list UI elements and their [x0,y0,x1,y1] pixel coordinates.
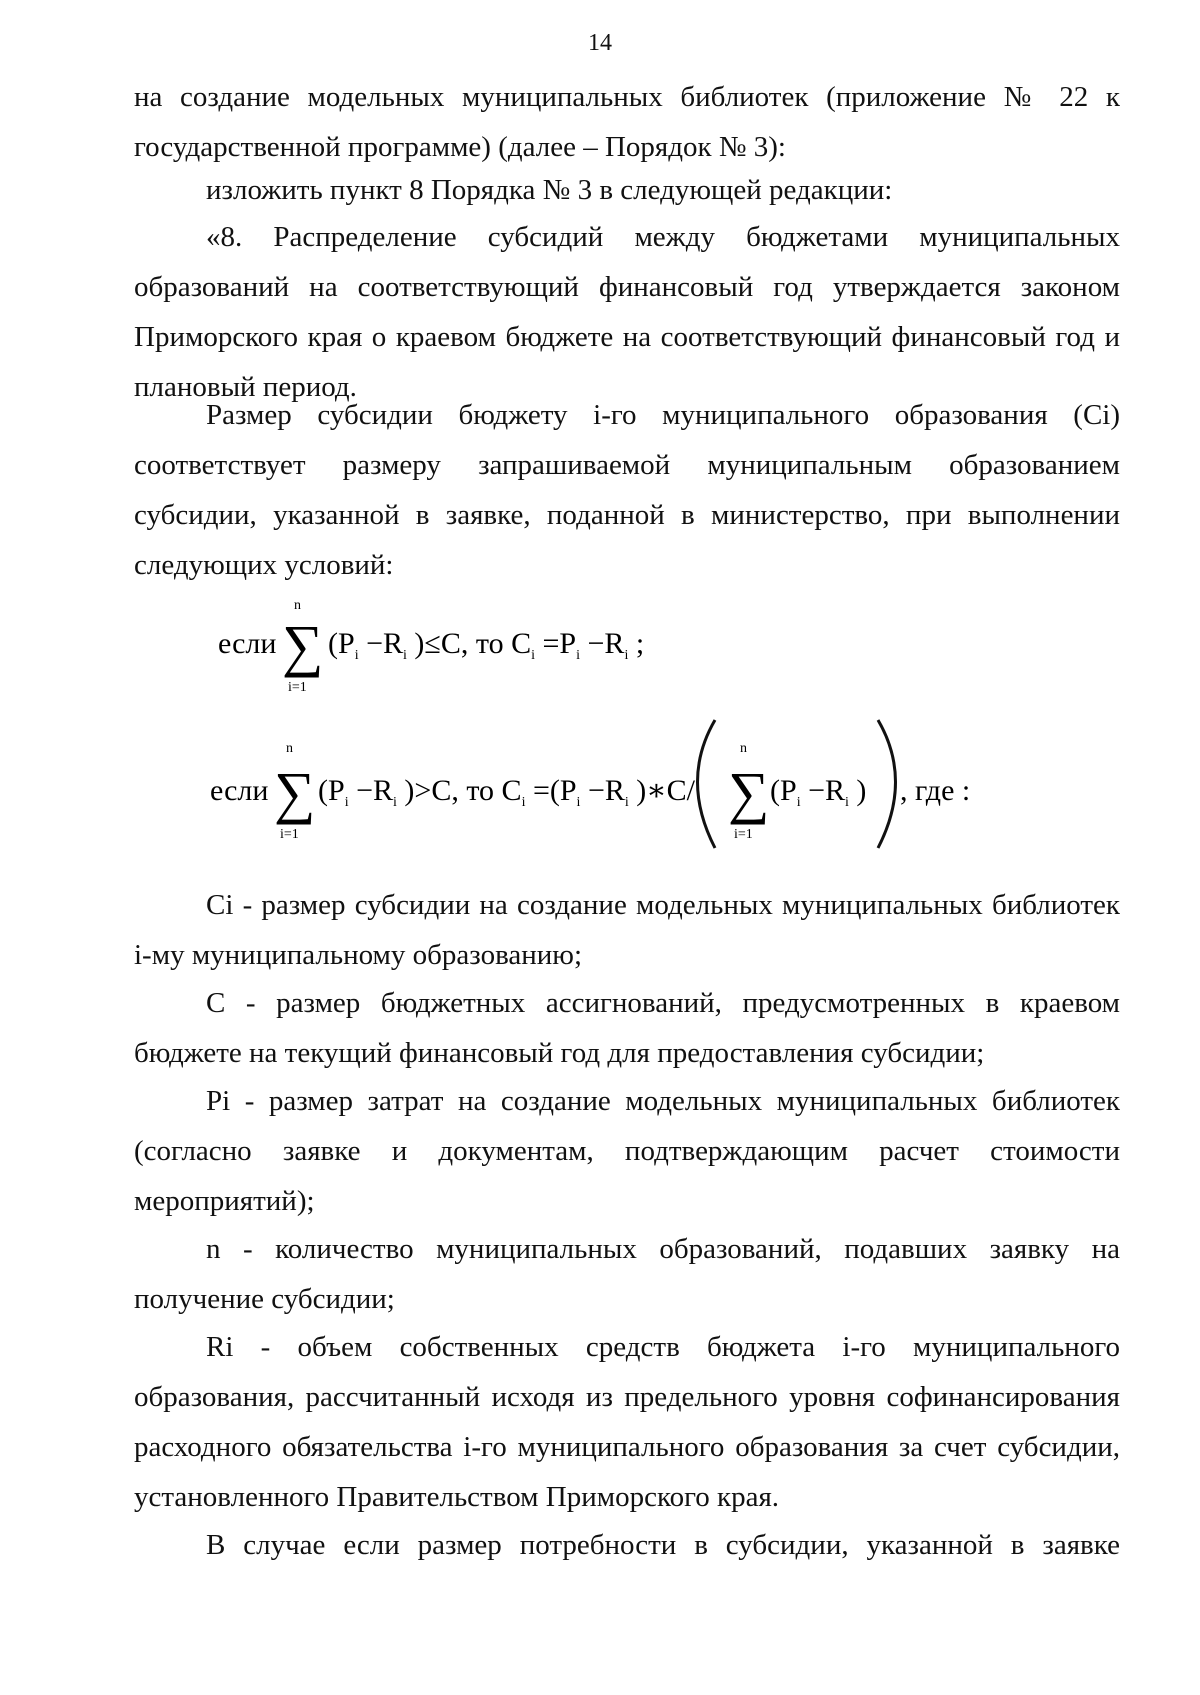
paragraph-continuation: В случае если размер потребности в субсидии, указанной в заявке [206,1529,1120,1561]
formula-2-sigma: ∑ [274,760,316,825]
formula-1-lower: i=1 [288,680,307,695]
formula-condition-2 [210,700,1030,860]
formula-1-sigma: ∑ [282,613,324,678]
paragraph-intro: на создание модельных муниципальных библиотек (приложение № 22 к государственной программе) (далее – Порядок № 3): [134,81,1120,163]
formula-2-svg [210,700,1030,860]
formula-1-esli: если [218,627,277,660]
formula-2-right-paren [878,720,896,848]
formula-2-inner-sigma: ∑ [728,760,770,825]
formula-1-svg [210,585,730,695]
formula-2-inner-upper: n [740,741,747,756]
formula-2-esli: если [210,774,269,807]
page-number: 14 [588,30,612,56]
paragraph-subsidy-size: Размер субсидии бюджету i-го муниципального образования (Ci) соответствует размеру запрашиваемой муниципальным образованием субсидии, указанной в заявке, поданной в министерство, при выполнении следующих условий: [134,399,1120,581]
formula-2-gde: , где : [900,774,971,807]
definition-ci: Ci - размер субсидии на создание модельных муниципальных библиотек i-му муниципальному образованию; [134,889,1120,971]
definition-c: С - размер бюджетных ассигнований, предусмотренных в краевом бюджете на текущий финансовый год для предоставления субсидии; [134,987,1120,1069]
definition-n: n - количество муниципальных образований, подавших заявку на получение субсидии; [134,1233,1120,1315]
formula-condition-1 [210,585,730,695]
paragraph-point-8: «8. Распределение субсидий между бюджетами муниципальных образований на соответствующий финансовый год утверждается законом Приморского края о краевом бюджете на соответствующий финансовый год и плановый период. [134,221,1120,403]
formula-2-left-paren [698,720,716,848]
formula-2-inner-lower: i=1 [734,827,753,842]
formula-2-upper: n [286,741,293,756]
definition-ri: Ri - объем собственных средств бюджета i-го муниципального образования, рассчитанный исходя из предельного уровня софинансирования расходного обязательства i-го муниципального образования за счет субсидии, установленного Правительством Приморского края. [134,1331,1120,1513]
formula-2-text-inner: ($P_i -R_i$ ) [770,774,867,810]
formula-1-text: ($P_i -R_i$ )≤C, то $C_i =P_i -R_i$ ; [328,627,645,663]
formula-2-lower: i=1 [280,827,299,842]
paragraph-instruction: изложить пункт 8 Порядка № 3 в следующей редакции: [206,174,893,206]
formula-1-upper: n [294,598,301,613]
formula-2-text-left: ($P_i -R_i$ )>C, то $C_i =(P_i -R_i$ )∗C/ [318,774,695,810]
definition-pi: Pi - размер затрат на создание модельных муниципальных библиотек (согласно заявке и документам, подтверждающим расчет стоимости мероприятий); [134,1085,1120,1217]
